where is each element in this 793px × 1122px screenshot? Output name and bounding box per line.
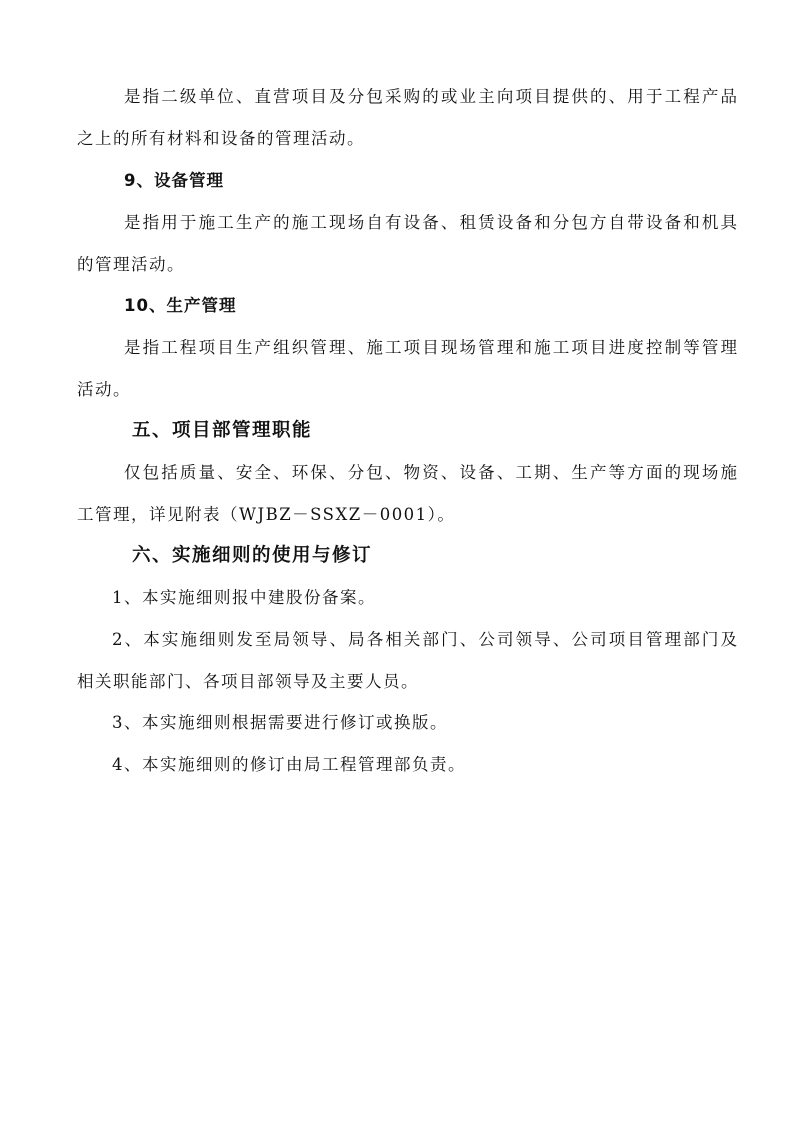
usage-item-4: 4、本实施细则的修订由局工程管理部负责。 [112, 755, 466, 774]
production-paragraph-line-1: 是指工程项目生产组织管理、施工项目现场管理和施工项目进度控制等管理 [124, 338, 737, 357]
usage-item-1: 1、本实施细则报中建股份备案。 [112, 588, 376, 607]
production-paragraph-line-2: 活动。 [77, 380, 131, 399]
functions-heading: 五、项目部管理职能 [132, 420, 313, 441]
functions-paragraph-line-1: 仅包括质量、安全、环保、分包、物资、设备、工期、生产等方面的现场施 [124, 463, 737, 482]
material-paragraph-line-2: 之上的所有材料和设备的管理活动。 [77, 129, 365, 148]
equipment-paragraph-line-1: 是指用于施工生产的施工现场自有设备、租赁设备和分包方自带设备和机具 [124, 213, 737, 232]
material-paragraph-line-1: 是指二级单位、直营项目及分包采购的或业主向项目提供的、用于工程产品 [124, 87, 737, 106]
usage-heading: 六、实施细则的使用与修订 [132, 545, 373, 566]
equipment-paragraph-line-2: 的管理活动。 [77, 255, 185, 274]
usage-item-2-line-2: 相关职能部门、各项目部领导及主要人员。 [77, 672, 419, 691]
equipment-heading: 9、设备管理 [124, 171, 224, 190]
production-heading: 10、生产管理 [124, 296, 237, 315]
usage-item-3: 3、本实施细则根据需要进行修订或换版。 [112, 713, 448, 732]
functions-paragraph-line-2: 工管理，详见附表（WJBZ－SSXZ－0001）。 [77, 505, 456, 524]
usage-item-2-line-1: 2、本实施细则发至局领导、局各相关部门、公司领导、公司项目管理部门及 [112, 630, 737, 649]
